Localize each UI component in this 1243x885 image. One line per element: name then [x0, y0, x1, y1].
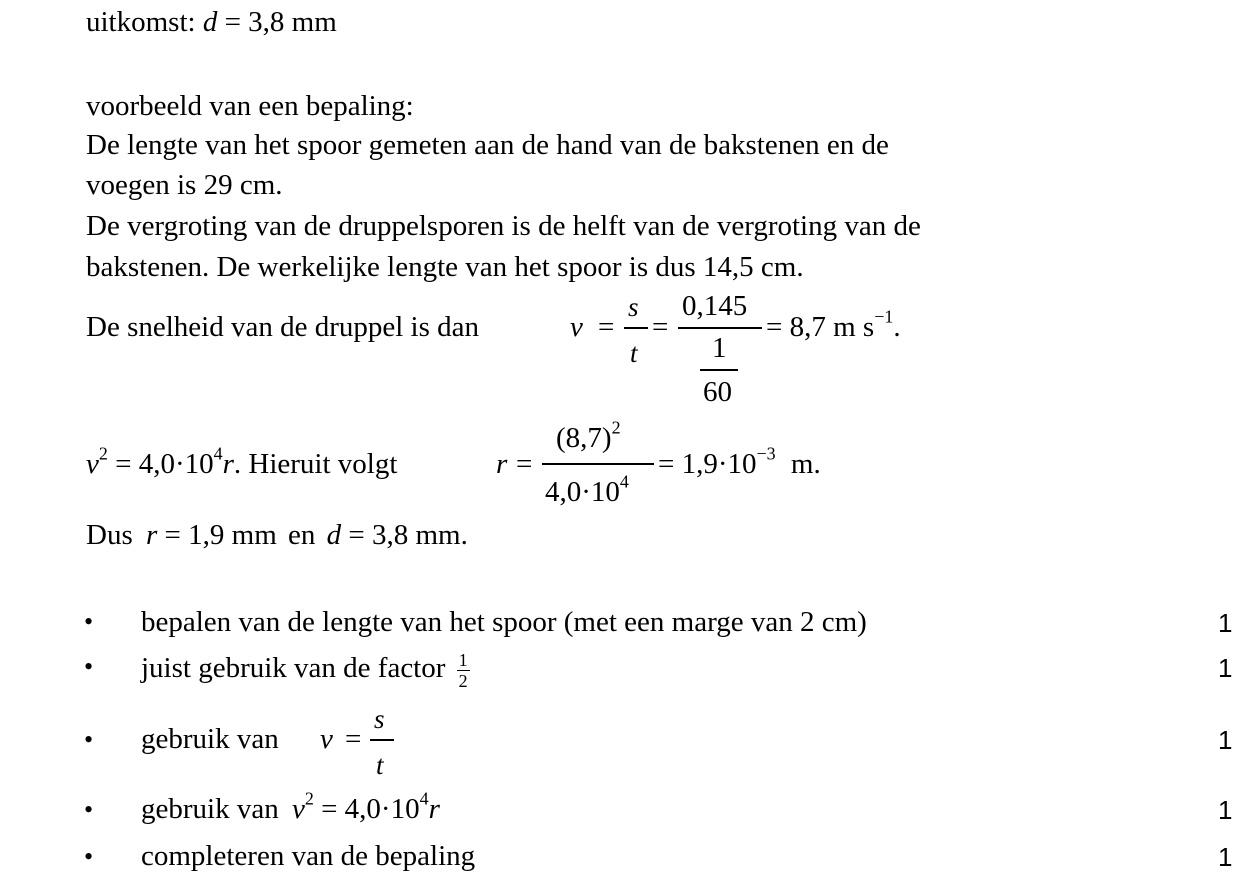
speed-result-exponent: −1 [874, 306, 894, 327]
radius-eq-a: = 4,0·10 [115, 448, 214, 480]
radius-r: r [222, 448, 234, 480]
scoring-item-1-points: 1 [1218, 608, 1233, 638]
conclusion-d-value: = 3,8 mm. [348, 519, 468, 551]
radius-numerator-value: (8,7) [556, 422, 612, 454]
speed-t: t [630, 338, 638, 368]
conclusion-r-value: = 1,9 mm [164, 519, 277, 551]
result-variable: d [202, 6, 218, 38]
speed-numerator: 0,145 [682, 290, 748, 322]
radius-fraction-bar [542, 463, 654, 465]
scoring-item-3-fraction-bar [370, 739, 394, 741]
radius-v: v [86, 448, 99, 480]
scoring-bullet-5: • [84, 842, 94, 871]
scoring-bullet-4: • [84, 795, 94, 824]
scoring-item-4-points: 1 [1218, 795, 1233, 825]
radius-result-value: = 1,9·10 [658, 448, 757, 480]
radius-result-exp: −3 [756, 443, 776, 464]
scoring-item-2-fraction-num: 1 [458, 650, 468, 670]
speed-inner-denominator: 60 [703, 376, 732, 408]
scoring-item-4-r: r [428, 793, 440, 825]
scoring-item-2-fraction-den: 2 [458, 671, 468, 691]
scoring-item-2-fraction [457, 651, 470, 690]
speed-eq-1: = [598, 311, 615, 343]
result-label: uitkomst: [86, 6, 196, 38]
scoring-item-3-text: gebruik van [141, 723, 279, 755]
result-value: = 3,8 mm [224, 6, 337, 38]
speed-result-value: = 8,7 m s [766, 311, 875, 343]
conclusion-en: en [288, 519, 316, 551]
speed-prefix: De snelheid van de druppel is dan [86, 311, 480, 343]
scoring-item-1-text: bepalen van de lengte van het spoor (met een marge van 2 cm) [141, 606, 867, 638]
speed-eq-2: = [652, 311, 669, 343]
example-text-line-2: voegen is 29 cm. [86, 169, 283, 201]
example-text-line-4: bakstenen. De werkelijke lengte van het spoor is dus 14,5 cm. [86, 251, 804, 283]
radius-result [658, 443, 821, 480]
scoring-bullet-1: • [84, 607, 94, 636]
conclusion-r: r [145, 519, 158, 551]
scoring-item-5-points: 1 [1218, 842, 1233, 872]
radius-mid: . Hieruit volgt [233, 448, 398, 480]
scoring-item-4 [141, 788, 440, 825]
radius-equation-left [86, 443, 398, 480]
scoring-item-3-t: t [376, 750, 384, 780]
radius-denominator-value: 4,0·10 [545, 476, 620, 508]
example-text-line-1: De lengte van het spoor gemeten aan de hand van de bakstenen en de [86, 129, 889, 161]
scoring-item-2-points: 1 [1218, 653, 1233, 683]
radius-eq-a-exp: 4 [213, 443, 223, 464]
radius-v-exp: 2 [98, 443, 108, 464]
speed-inner-numerator: 1 [712, 332, 727, 364]
radius-denominator [545, 471, 629, 508]
scoring-item-4-eq: = 4,0·10 [321, 793, 420, 825]
speed-fraction-bar-main [678, 327, 762, 329]
scoring-item-3-points: 1 [1218, 725, 1233, 755]
speed-result [766, 306, 901, 343]
speed-fraction-bar-inner [700, 369, 738, 371]
speed-s: s [628, 292, 639, 322]
example-heading: voorbeeld van een bepaling: [86, 90, 414, 122]
radius-unit: m. [790, 448, 821, 480]
scoring-item-3-eq: = [345, 723, 362, 755]
scoring-bullet-2: • [84, 652, 94, 681]
scoring-bullet-3: • [84, 725, 94, 754]
radius-eq-b: = [516, 448, 533, 480]
conclusion-dus: Dus [86, 519, 133, 551]
speed-fraction-bar-st [624, 327, 648, 329]
scoring-item-4-text: gebruik van [141, 793, 279, 825]
radius-denominator-exp: 4 [619, 471, 629, 492]
scoring-item-2-text: juist gebruik van de factor [141, 652, 446, 685]
scoring-item-3-s: s [374, 704, 385, 734]
scoring-item-4-exp: 4 [419, 788, 429, 809]
radius-r2: r [496, 448, 508, 480]
scoring-item-3-v: v [320, 723, 333, 755]
scoring-item-4-v: v [291, 793, 305, 825]
scoring-item-4-sq: 2 [304, 788, 314, 809]
result-line [86, 8, 337, 37]
scoring-item-5-text: completeren van de bepaling [141, 840, 476, 872]
conclusion-line [86, 521, 468, 550]
radius-numerator-exp: 2 [611, 417, 621, 438]
speed-result-end: . [893, 311, 901, 343]
scoring-item-2 [141, 651, 470, 690]
radius-numerator [556, 417, 621, 454]
conclusion-d: d [326, 519, 342, 551]
example-text-line-3: De vergroting van de druppelsporen is de helft van de vergroting van de [86, 210, 921, 242]
speed-v: v [570, 311, 583, 343]
